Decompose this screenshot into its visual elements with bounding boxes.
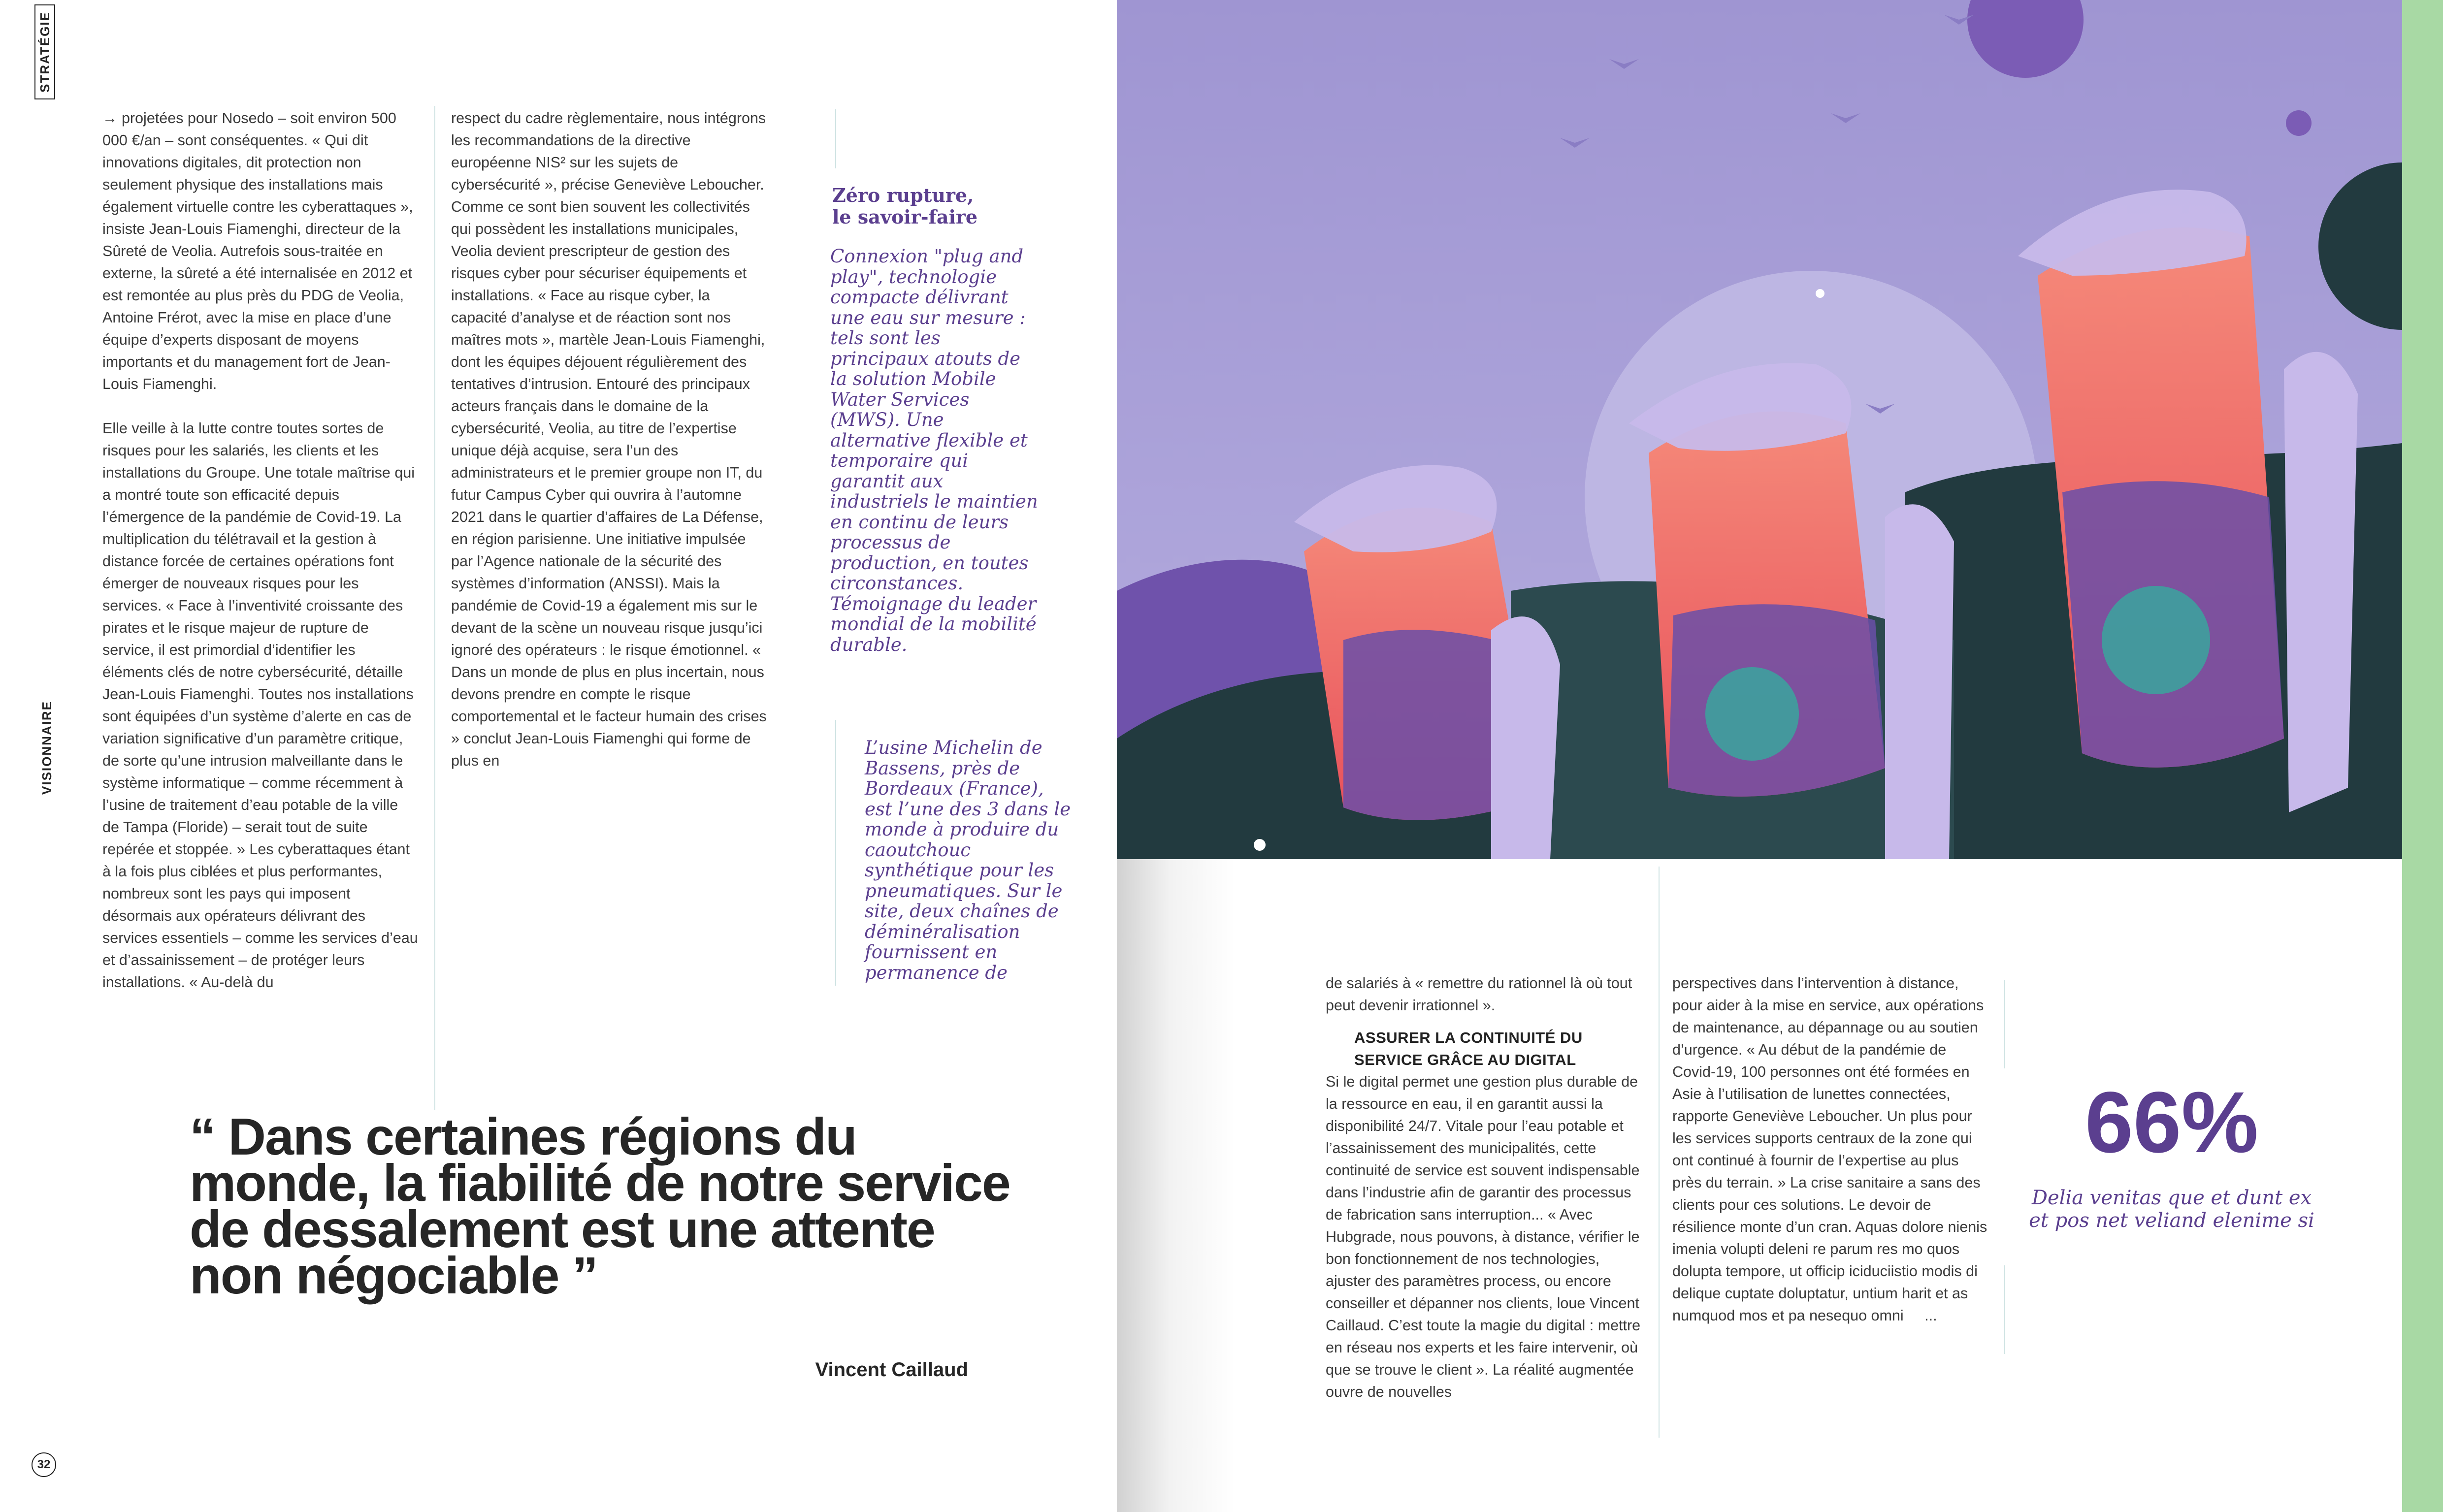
body-paragraph: Si le digital permet une gestion plus durable de la ressource en eau, il en garantit aussi la disponibilité 24/7. Vitale pour l’eau potable et l’assainissement des municipalités, cette continuité de service est souvent indispensable dans l’industrie afin de garantir des processus de fabrication sans interruption... « Avec Hubgrade, nous pouvons, à distance, vérifier le bon fonctionnement de nos technologies, ajuster des paramètres process, ou encore conseiller et dépanner nos clients, loue Vincent Caillaud. C’est toute la magie du digital : mettre en réseau nos experts et les faire intervenir, où que se trouve le client ». La réalité augmentée ouvre de nouvelles	[1326, 1073, 1641, 1400]
body-column-3	[1326, 972, 1645, 1403]
stat-caption: Delia venitas que et dunt ex et pos net veliand elenime si	[2029, 1187, 2314, 1232]
hands-holding-water-illustration	[1117, 0, 2402, 859]
column-divider	[434, 106, 435, 1110]
body-text: perspectives dans l’intervention à distance, pour aider à la mise en service, aux opérations de maintenance, au dépannage ou au soutien d’urgence. « Au début de la pandémie de Covid-19, 100 personnes ont été formées en Asie à l’utilisation de lunettes connectées, rapporte Geneviève Leboucher. Un plus pour les services supports centraux de la zone qui ont continué à fournir de l’expertise au plus près du terrain. » La crise sanitaire a sans des clients pour ces solutions. Le devoir de résilience monte d’un cran. Aquas dolore nienis imenia volupti deleni re parum res mo quos dolupta tempore, ut officip iciduciistio modis di delique cuptate doluptatur, untium harit et as numquod mos et pa nesequo omni	[1672, 975, 1987, 1324]
left-page	[0, 0, 1117, 1512]
sidebar-title-line: Zéro rupture,	[832, 184, 974, 206]
sidebar-body: L’usine Michelin de Bassens, près de Bordeaux (France), est l’une des 3 dans le monde à produire du caoutchouc synthétique pour les pneumatiques. Sur le site, deux chaînes de déminéralisation fournissent en permanence de	[865, 737, 1071, 983]
body-paragraph: Elle veille à la lutte contre toutes sortes de risques pour les salariés, les clients et les installations du Groupe. Une totale maîtrise qui a montré toute son efficacité depuis l’émergence de la pandémie de Covid-19. La multiplication du télétravail et la gestion à distance forcée de certaines opérations font émerger de nouveaux risques pour les services. « Face à l’inventivité croissante des pirates et le risque majeur de rupture de service, il est primordial d’identifier les éléments clés de notre cybersécurité, détaille Jean-Louis Fiamenghi. Toutes nos installations sont équipées d’un système d’alerte en cas de variation significative d’un paramètre critique, de sorte qu’une intrusion malveillante dans le système informatique – comme récemment à l’usine de traitement d’eau potable de la ville de Tampa (Floride) – serait tout de suite repérée et stoppée. » Les cyberattaques étant à la fois plus ciblées et plus performantes, nombreux sont les pays qui imposent désormais aux opérateurs délivrant des services essentiels – comme les services d’eau et d’assainissement – de protéger leurs installations. « Au-delà du	[102, 420, 418, 991]
sidebar-intro: Connexion "plug and play", technologie compacte délivrant une eau sur mesure : tels sont les principaux atouts de la solution Mobile Water Services (MWS). Une alternative flexible et temporaire qui garantit aux industriels le maintien en continu de leurs processus de production, en toutes circonstances. Témoignage du leader mondial de la mobilité durable.	[830, 246, 1038, 655]
body-paragraph: de salariés à « remettre du rationnel là où tout peut devenir irrationnel ».	[1326, 975, 1632, 1014]
page-edge-strip	[2402, 0, 2443, 1512]
column-divider	[2004, 980, 2005, 1068]
quote-text: Dans certaines régions du monde, la fiabilité de notre service de dessalement est une attente non négociable	[190, 1108, 1010, 1305]
section-tag-strategie	[37, 4, 53, 99]
pull-quote	[190, 1108, 1037, 1305]
quote-author: Vincent Caillaud	[815, 1359, 968, 1381]
sidebar-title-line: le savoir-faire	[832, 206, 978, 228]
page-gutter-shadow	[1117, 859, 1235, 1512]
sidebar-rule	[835, 109, 836, 168]
section-subhead: ASSURER LA CONTINUITÉ DU SERVICE GRÂCE AU DIGITAL	[1354, 1029, 1583, 1068]
quote-close-mark: ”	[572, 1247, 597, 1305]
body-paragraph: → projetées pour Nosedo – soit environ 500 000 €/an – sont conséquentes. « Qui dit innovations digitales, dit protection non seulement physique des installations mais également virtuelle contre les cyberattaques », insiste Jean-Louis Fiamenghi, directeur de la Sûreté de Veolia. Autrefois sous-traitée en externe, la sûreté a été internalisée en 2012 et est remontée au plus près du PDG de Veolia, Antoine Frérot, avec la mise en place d’une équipe d’experts disposant de moyens importants et du management fort de Jean-Louis Fiamenghi.	[102, 110, 413, 392]
body-paragraph	[1672, 972, 1991, 1327]
section-tag-label: STRATÉGIE	[34, 4, 55, 99]
body-paragraph: respect du cadre règlementaire, nous intégrons les recommandations de la directive européenne NIS² sur les sujets de cybersécurité », précise Geneviève Leboucher. Comme ce sont bien souvent les collectivités qui possèdent les installations municipales, Veolia devient prescripteur de gestion des risques cyber pour sécuriser équipements et installations. « Face au risque cyber, la capacité d’analyse et de réaction sont nos maîtres mots », martèle Jean-Louis Fiamenghi, dont les équipes déjouent régulièrement des tentatives d’intrusion. Entouré des principaux acteurs français dans le domaine de la cybersécurité, Veolia, au titre de l’expertise unique déjà acquise, sera l’un des administrateurs et le premier groupe non IT, du futur Campus Cyber qui ouvrira à l’automne 2021 dans le quartier d’affaires de La Défense, en région parisienne. Une initiative impulsée par l’Agence nationale de la sécurité des systèmes d’information (ANSSI). Mais la pandémie de Covid-19 a également mis sur le devant de la scène un nouveau risque jusqu’ici ignoré des opérateurs : le risque émotionnel. « Dans un monde de plus en plus incertain, nous devons prendre en compte le risque comportemental et le facteur humain des crises » conclut Jean-Louis Fiamenghi qui forme de plus en	[451, 110, 767, 769]
sidebar-title	[832, 185, 1010, 228]
continuation-ellipsis: ...	[1924, 1307, 1937, 1324]
quote-open-mark: “	[190, 1108, 215, 1166]
body-column-1	[102, 107, 419, 994]
column-divider	[2004, 1265, 2005, 1354]
body-column-2	[451, 107, 769, 772]
body-column-4	[1672, 972, 1991, 1327]
stat-value: 66%	[2085, 1074, 2259, 1171]
sidebar-rule	[835, 720, 836, 986]
section-tag-visionnaire	[39, 701, 55, 795]
section-tag-label: VISIONNAIRE	[39, 700, 54, 795]
page-number: 32	[32, 1452, 56, 1477]
column-divider	[1659, 867, 1660, 1438]
